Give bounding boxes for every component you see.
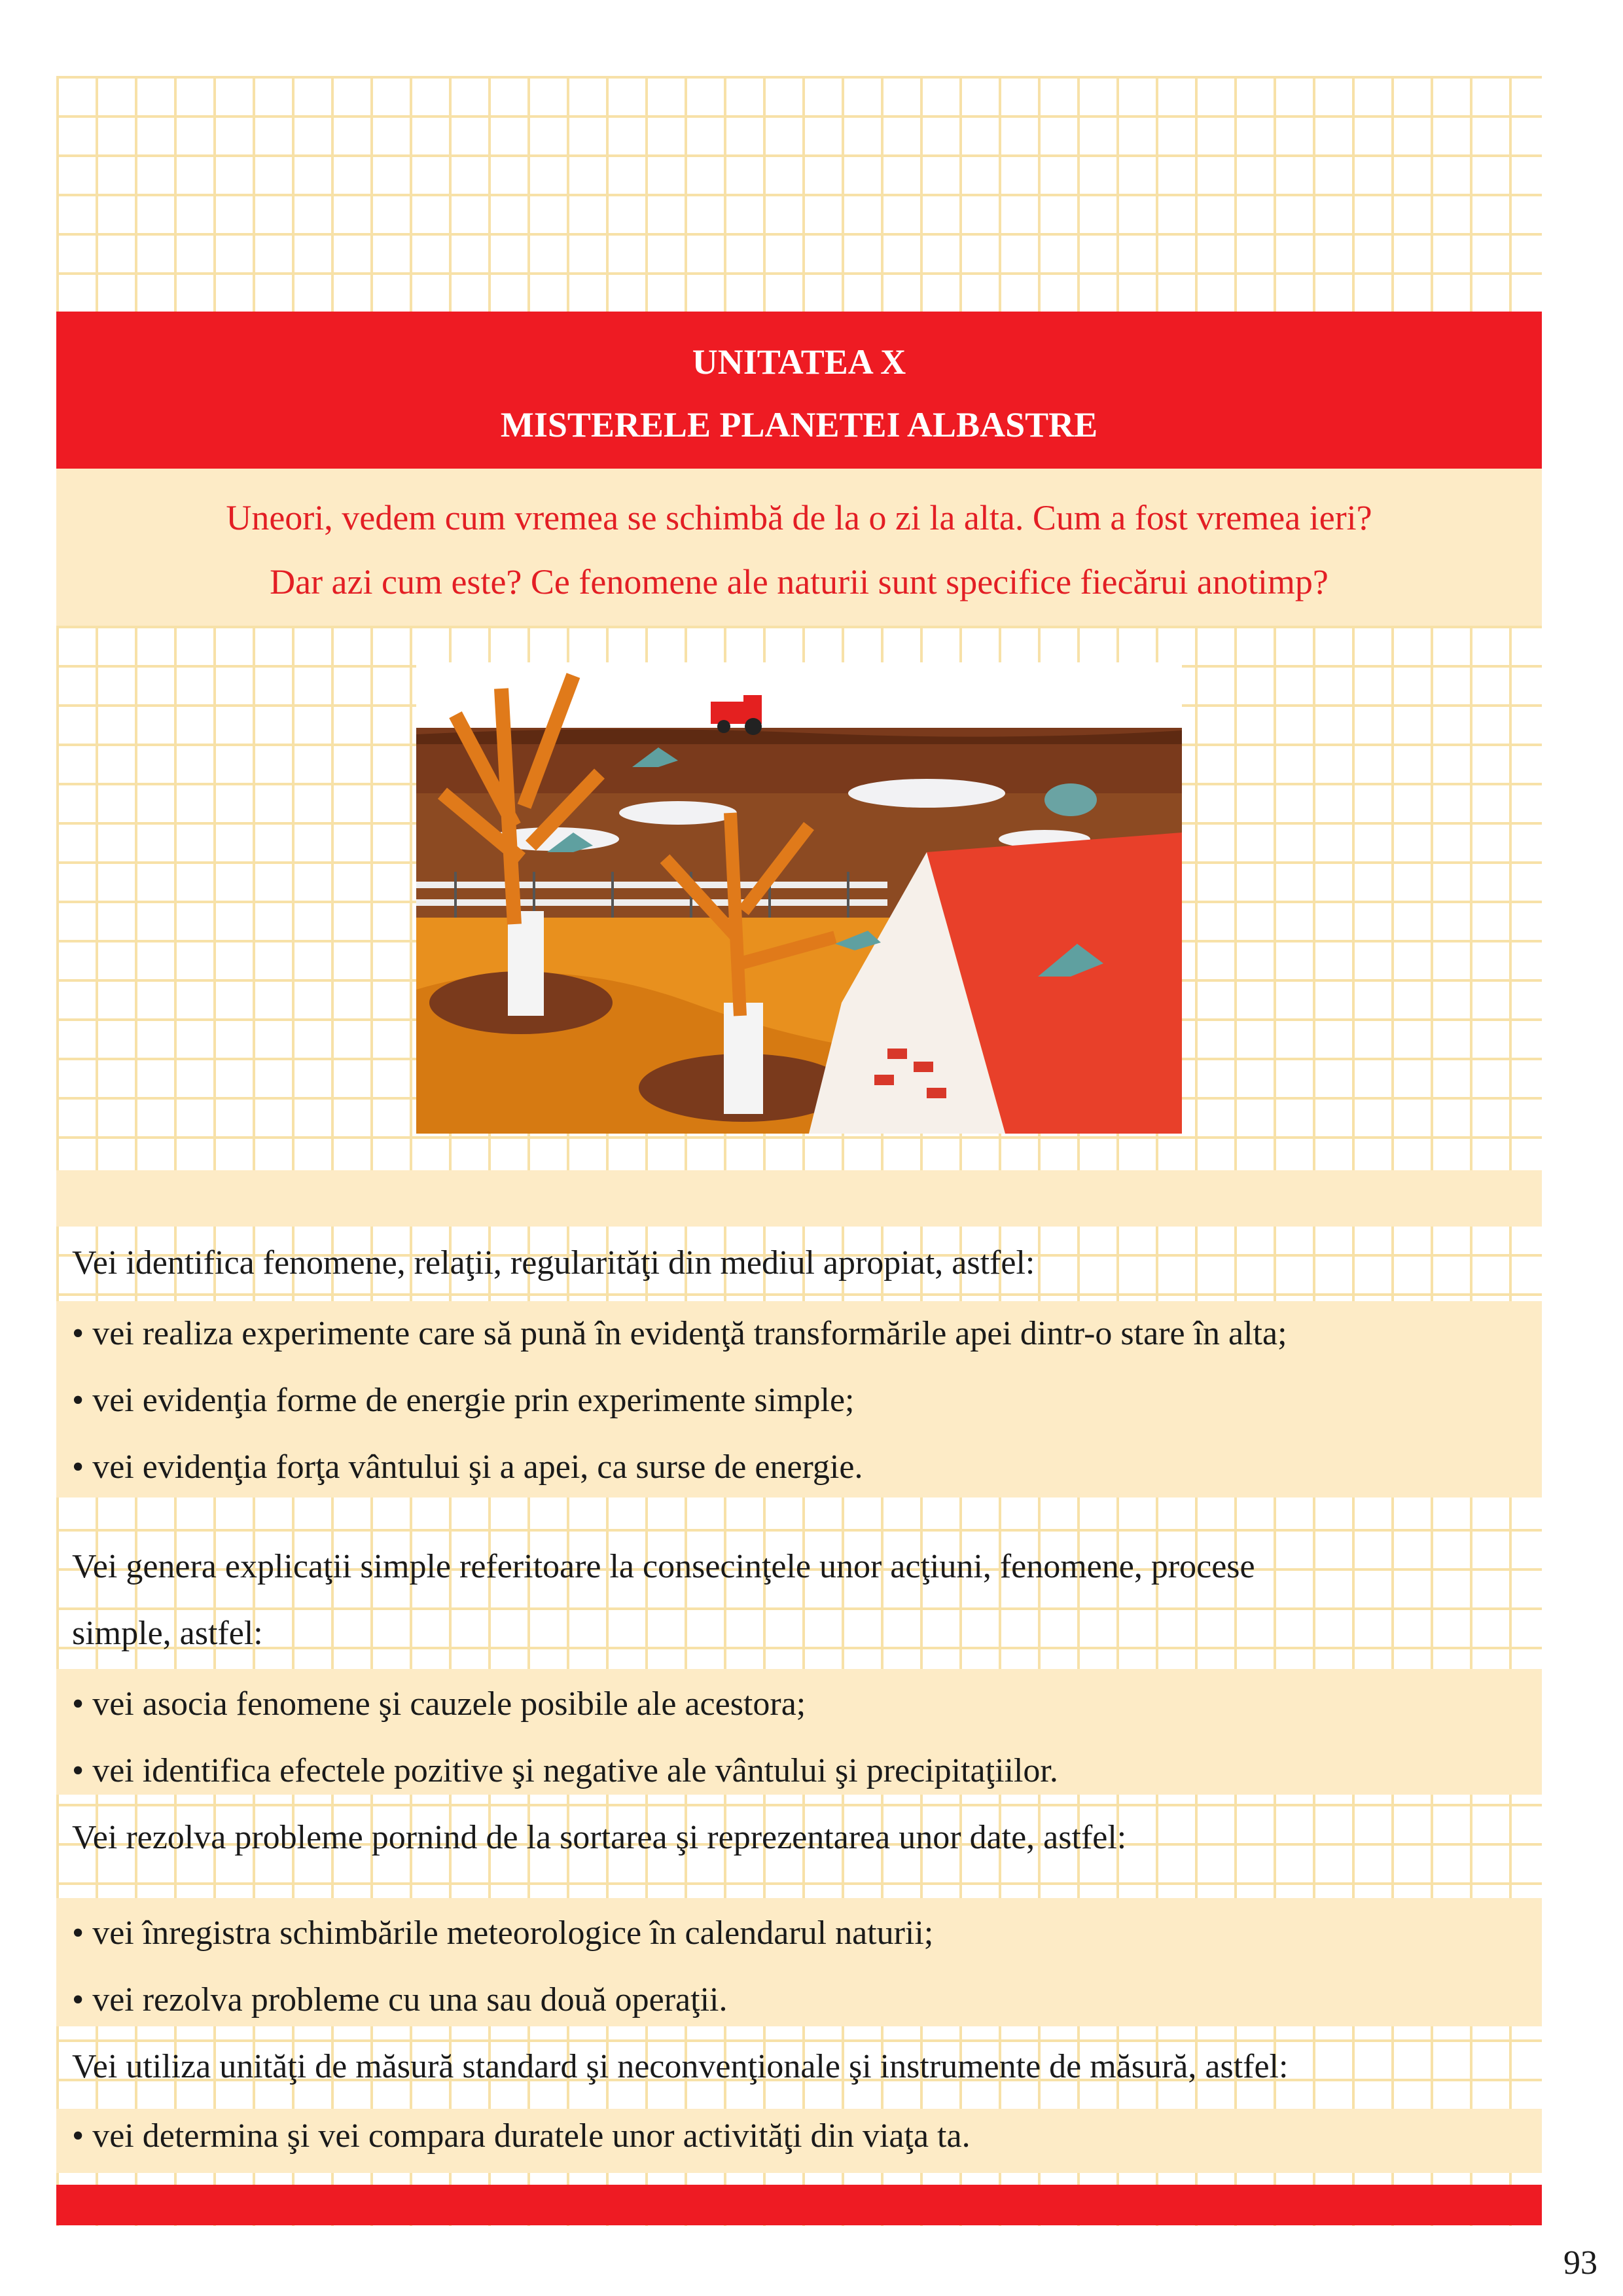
objective-3-bullet-2: • vei rezolva probleme cu una sau două operaţii. xyxy=(72,1981,728,2018)
unit-header xyxy=(56,312,1542,469)
intro-line-2: Dar azi cum este? Ce fenomene ale naturii sunt specifice fiecărui anotimp? xyxy=(270,562,1329,601)
intro-line-1: Uneori, vedem cum vremea se schimbă de la o zi la alta. Cum a fost vremea ieri? xyxy=(226,498,1372,537)
spring-farm-illustration xyxy=(416,662,1182,1134)
objective-3-bullet-1: • vei înregistra schimbările meteorologice în calendarul naturii; xyxy=(72,1914,934,1952)
objective-2-intro-b: simple, astfel: xyxy=(72,1615,263,1652)
objective-4-intro: Vei utiliza unităţi de măsură standard şi neconvenţionale şi instrumente de măsură, astfel: xyxy=(72,2048,1289,2085)
objective-2-bullet-2: • vei identifica efectele pozitive şi negative ale vântului şi precipitaţiilor. xyxy=(72,1752,1058,1789)
footer-bar xyxy=(56,2185,1542,2225)
objective-1-intro: Vei identifica fenomene, relaţii, regularităţi din mediul apropiat, astfel: xyxy=(72,1244,1035,1282)
band-1 xyxy=(56,1170,1542,1227)
objective-1-bullet-3: • vei evidenţia forţa vântului şi a apei, ca surse de energie. xyxy=(72,1448,863,1486)
objective-2-intro-a: Vei genera explicaţii simple referitoare la consecinţele unor acţiuni, fenomene, procese xyxy=(72,1548,1255,1585)
intro-questions xyxy=(56,469,1542,626)
unit-title: MISTERELE PLANETEI ALBASTRE xyxy=(500,405,1098,444)
objective-4-bullet-1: • vei determina şi vei compara duratele unor activităţi din viaţa ta. xyxy=(72,2117,971,2155)
objective-3-intro: Vei rezolva probleme pornind de la sortarea şi reprezentarea unor date, astfel: xyxy=(72,1819,1127,1856)
unit-label: UNITATEA X xyxy=(692,342,906,382)
objective-1-bullet-2: • vei evidenţia forme de energie prin experimente simple; xyxy=(72,1382,855,1419)
spring-farm-scene-icon xyxy=(416,662,1182,1134)
page-number: 93 xyxy=(1563,2244,1597,2282)
objective-2-bullet-1: • vei asocia fenomene şi cauzele posibile ale acestora; xyxy=(72,1685,806,1723)
objective-1-bullet-1: • vei realiza experimente care să pună în evidenţă transformările apei dintr-o stare în alta; xyxy=(72,1315,1287,1352)
